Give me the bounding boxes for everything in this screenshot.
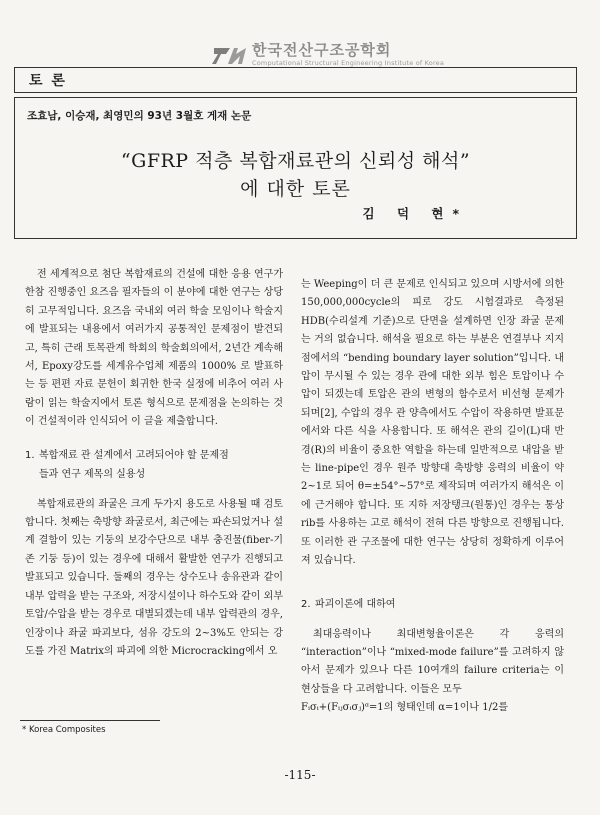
right-column	[301, 276, 564, 718]
institute-logo-icon	[212, 42, 248, 68]
formula-line: Fᵢσᵢ+(Fᵢⱼσᵢσⱼ)ᵅ=1의 형태인데 α=1이나 1/2를	[301, 702, 509, 714]
section-label: 토 론	[29, 73, 67, 89]
paper-title-line1: “GFRP 적층 복합재료관의 신뢰성 해석”	[120, 150, 471, 172]
section-1-title-line2: 들과 연구 제목의 실용성	[39, 468, 146, 480]
footnote: * Korea Composites	[22, 725, 106, 735]
left-column	[25, 266, 283, 661]
paper-title-line2: 에 대한 토론	[240, 178, 351, 200]
section-1-number: 1.	[25, 449, 35, 461]
right-paragraph-1: 는 Weeping이 더 큰 문제로 인식되고 있으며 시방서에 의한 150,000,000cycle의 피로 강도 시험결과로 측정된 HDB(수리설계 기준)으로 단면을 설계하면 인장 좌굴 문제는 거의 없습니다. 해석을 필요로 하는 부분은 연결부나 지지점에서의 “bending boundary layer solution”입니다. 내압이 무시될 수 있는 경우 관에 대한 외부 힘은 토압이나 수압이 되겠는데 토압은 관의 변형의 함수로서 비선형 문제가 되며[2], 수압의 경우 관 양측에서도 수압이 작용하면 발표문에서와 다른 식을 사용합니다. 또 해석은 관의 길이(L)대 반경(R)의 비율이 중요한 역할을 하는데 일반적으로 내압을 받는 line-pipe인 경우 원주 방향대 축방향 응력의 비율이 약 2~1로 되어 θ=±54°~57°로 제작되며 여러가지 해석은 이에 근거해야 합니다. 또 지하 저장탱크(원통)인 경우는 통상 rib를 사용하는 고로 해석이 전혀 다른 방향으로 진행됩니다. 또 이러한 관 구조물에 대한 연구는 상당히 정확하게 이루어져 있습니다.	[301, 279, 564, 567]
section-1-title-line1: 복합재료 관 설계에서 고려되어야 할 문제점	[39, 449, 229, 461]
left-paragraph-2: 복합재료관의 좌굴은 크게 두가지 용도로 사용될 때 검토합니다. 첫째는 축방향 좌굴로서, 최근에는 파손되었거나 설계 결함이 있는 기둥의 보강수단으로 내부 충진물(fiber-기존 기둥 등)이 있는 경우에 대해서 활발한 연구가 진행되고 발표되고 있습니다. 둘째의 경우는 상수도나 송유관과 같이 내부 압력을 받는 구조와, 저장시설이나 하수도와 같이 외부 토압/수압을 받는 경우로 대별되겠는데 내부 압력관의 경우, 인장이나 좌굴 파괴보다, 섬유 강도의 2~3%도 안되는 강도를 가진 Matrix의 파괴에 의한 Microcracking에서 오	[25, 498, 283, 657]
paper-reference: 조효남, 이승재, 최영민의 93년 3월호 게재 논문	[27, 110, 252, 122]
page-number: -115-	[284, 768, 316, 782]
right-paragraph-2: 최대응력이나 최대변형율이론은 각 응력의 “interaction”이나 “mixed-mode failure”를 고려하지 않아서 문제가 있으나 다른 10여개의 failure criteria는 이 현상들을 다 고려합니다. 이들은 모두	[301, 628, 564, 695]
section-heading-2	[301, 595, 564, 614]
section-label-box	[14, 67, 577, 93]
footnote-rule	[20, 720, 160, 721]
header-title: 한국전산구조공학회	[252, 41, 392, 59]
left-paragraph-1: 전 세계적으로 첨단 복합재료의 건설에 대한 응용 연구가 한참 진행중인 요즈음 필자들의 이 분야에 대한 연구는 상당히 고무적입니다. 요즈음 국내외 여러 학술 모임이나 학술지에 발표되는 내용에서 여러가지 공통적인 문제점이 발견되고, 특히 근래 토목관계 학회의 학술회의에서, 2년간 계속해서, Epoxy강도를 세계유수업체 제품의 1000% 로 발표하는 등 편편 자료 문헌이 회귀한 한국 실정에 비추어 여러 사람이 읽는 학술지에서 토론 형식으로 문제점을 논의하는 것이 건설적이라 인식되어 이 글을 제출합니다.	[25, 269, 283, 428]
section-heading-1	[25, 446, 283, 484]
title-box	[14, 97, 577, 239]
section-2-title: 파괴이론에 대하여	[315, 598, 396, 610]
header-subtitle: Computational Structural Engineering Institute of Korea	[252, 59, 445, 67]
author-name: 김 덕 현*	[362, 206, 468, 221]
section-2-number: 2.	[301, 598, 311, 610]
